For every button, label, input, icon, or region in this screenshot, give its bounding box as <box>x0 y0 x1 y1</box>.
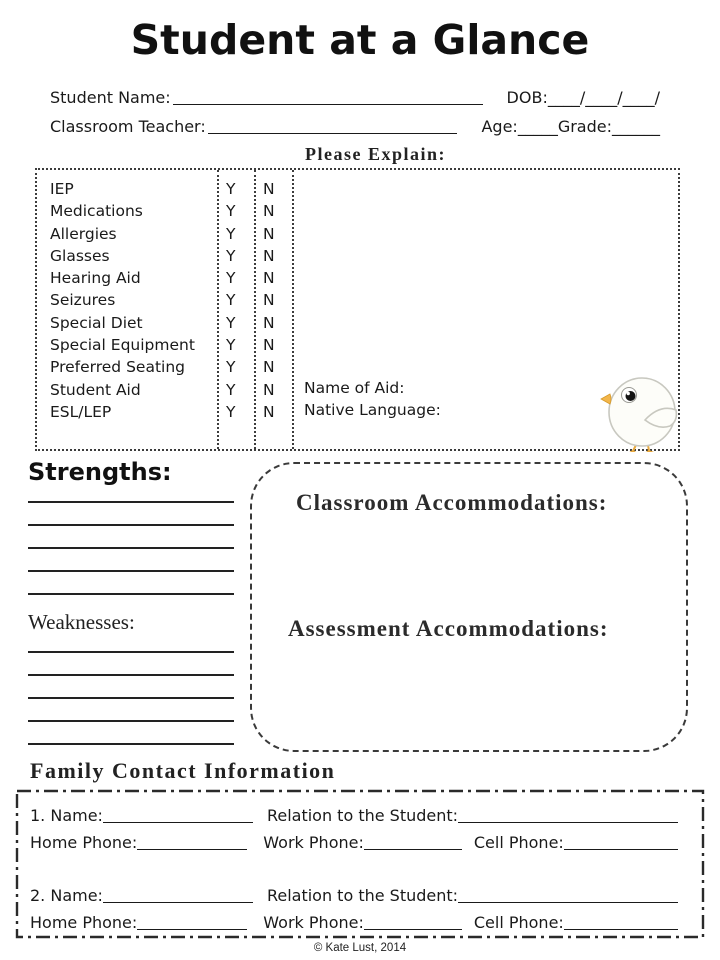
strengths-blank-line <box>28 593 234 595</box>
yes-option: Y <box>226 291 236 310</box>
yes-option: Y <box>226 380 236 399</box>
contact2-name-label: 2. Name: <box>30 886 103 905</box>
contact2-relation-blank <box>458 902 678 903</box>
checklist-item-label: ESL/LEP <box>50 402 112 421</box>
bird-icon <box>600 368 680 452</box>
contact1-work-phone-blank <box>364 849 462 850</box>
yes-option: Y <box>226 180 236 198</box>
no-option: N <box>263 380 275 399</box>
strengths-blank-line <box>28 547 234 549</box>
strengths-heading: Strengths: <box>28 458 172 486</box>
checklist-item-label: IEP <box>50 180 74 198</box>
contact1-cell-phone-label: Cell Phone: <box>473 833 564 852</box>
checklist-item-label: Hearing Aid <box>50 269 141 288</box>
contact1-relation-label: Relation to the Student: <box>266 806 459 825</box>
aid-name-label: Name of Aid: <box>304 379 405 397</box>
contact1-cell-phone-blank <box>564 849 678 850</box>
contact2-work-phone-label: Work Phone: <box>263 913 364 932</box>
checklist-item-label: Student Aid <box>50 380 141 399</box>
no-option: N <box>263 402 275 421</box>
yes-option: Y <box>226 313 236 332</box>
contact2-work-phone-blank <box>364 929 462 930</box>
strengths-blank-line <box>28 501 234 503</box>
weaknesses-blank-line <box>28 651 234 653</box>
yes-option: Y <box>226 246 236 265</box>
assessment-accommodations-heading: Assessment Accommodations: <box>288 616 609 641</box>
weaknesses-heading: Weaknesses: <box>28 610 135 634</box>
yes-option: Y <box>226 269 236 288</box>
no-option: N <box>263 336 275 355</box>
student-name-row <box>50 85 660 107</box>
contact2-relation-label: Relation to the Student: <box>266 886 459 905</box>
yes-option: Y <box>226 358 236 377</box>
copyright-text: © Kate Lust, 2014 <box>313 942 407 954</box>
checklist-labels-column <box>37 170 217 449</box>
checklist-item-label: Special Diet <box>50 313 143 332</box>
checklist-item-label: Seizures <box>50 291 116 310</box>
checklist-no-column <box>254 170 292 449</box>
weaknesses-blank-line <box>28 720 234 722</box>
weaknesses-blank-line <box>28 743 234 745</box>
no-option: N <box>263 246 275 265</box>
contact2-home-phone-label: Home Phone: <box>30 913 138 932</box>
teacher-blank-line <box>208 133 458 134</box>
checklist-item-label: Preferred Seating <box>50 358 185 377</box>
contact1-name-blank <box>103 822 253 823</box>
page-title: Student at a Glance <box>130 16 590 64</box>
no-option: N <box>263 224 275 243</box>
yes-option: Y <box>226 402 236 421</box>
yes-option: Y <box>226 202 236 221</box>
explain-area <box>292 170 678 449</box>
contact2-cell-phone-label: Cell Phone: <box>473 913 564 932</box>
checklist-item-label: Special Equipment <box>50 336 195 355</box>
no-option: N <box>263 269 275 288</box>
accommodations-box <box>250 462 688 752</box>
strengths-blank-line <box>28 524 234 526</box>
checklist-box <box>35 168 680 451</box>
contact1-home-phone-label: Home Phone: <box>30 833 138 852</box>
contact2-phones-row <box>30 911 678 932</box>
please-explain-heading: Please Explain: <box>305 144 447 164</box>
teacher-label: Classroom Teacher: <box>50 117 206 136</box>
contact1-phones-row <box>30 831 678 852</box>
no-option: N <box>263 358 275 377</box>
checklist-item-label: Glasses <box>50 246 110 265</box>
contact2-name-row <box>30 884 678 905</box>
no-option: N <box>263 180 275 198</box>
checklist-item-label: Medications <box>50 202 143 221</box>
contact2-cell-phone-blank <box>564 929 678 930</box>
no-option: N <box>263 202 275 221</box>
contact2-name-blank <box>103 902 253 903</box>
age-grade-field: Age:_____Grade:______ <box>481 117 660 136</box>
contact2-home-phone-blank <box>137 929 247 930</box>
student-name-blank-line <box>173 104 483 105</box>
contact1-relation-blank <box>458 822 678 823</box>
contact1-home-phone-blank <box>137 849 247 850</box>
checklist-item-label: Allergies <box>50 224 117 243</box>
strengths-blank-line <box>28 570 234 572</box>
native-language-label: Native Language: <box>304 401 441 419</box>
no-option: N <box>263 313 275 332</box>
contact1-name-row <box>30 804 678 825</box>
contact1-name-label: 1. Name: <box>30 806 103 825</box>
teacher-row <box>50 114 660 136</box>
weaknesses-blank-line <box>28 697 234 699</box>
classroom-accommodations-heading: Classroom Accommodations: <box>296 490 608 515</box>
checklist-yes-column <box>217 170 254 449</box>
dob-field: DOB:____/____/____/ <box>506 88 660 107</box>
weaknesses-blank-line <box>28 674 234 676</box>
yes-option: Y <box>226 224 236 243</box>
contact1-work-phone-label: Work Phone: <box>263 833 364 852</box>
student-name-label: Student Name: <box>50 88 171 107</box>
family-contact-heading: Family Contact Information <box>30 758 336 783</box>
yes-option: Y <box>226 336 236 355</box>
no-option: N <box>263 291 275 310</box>
